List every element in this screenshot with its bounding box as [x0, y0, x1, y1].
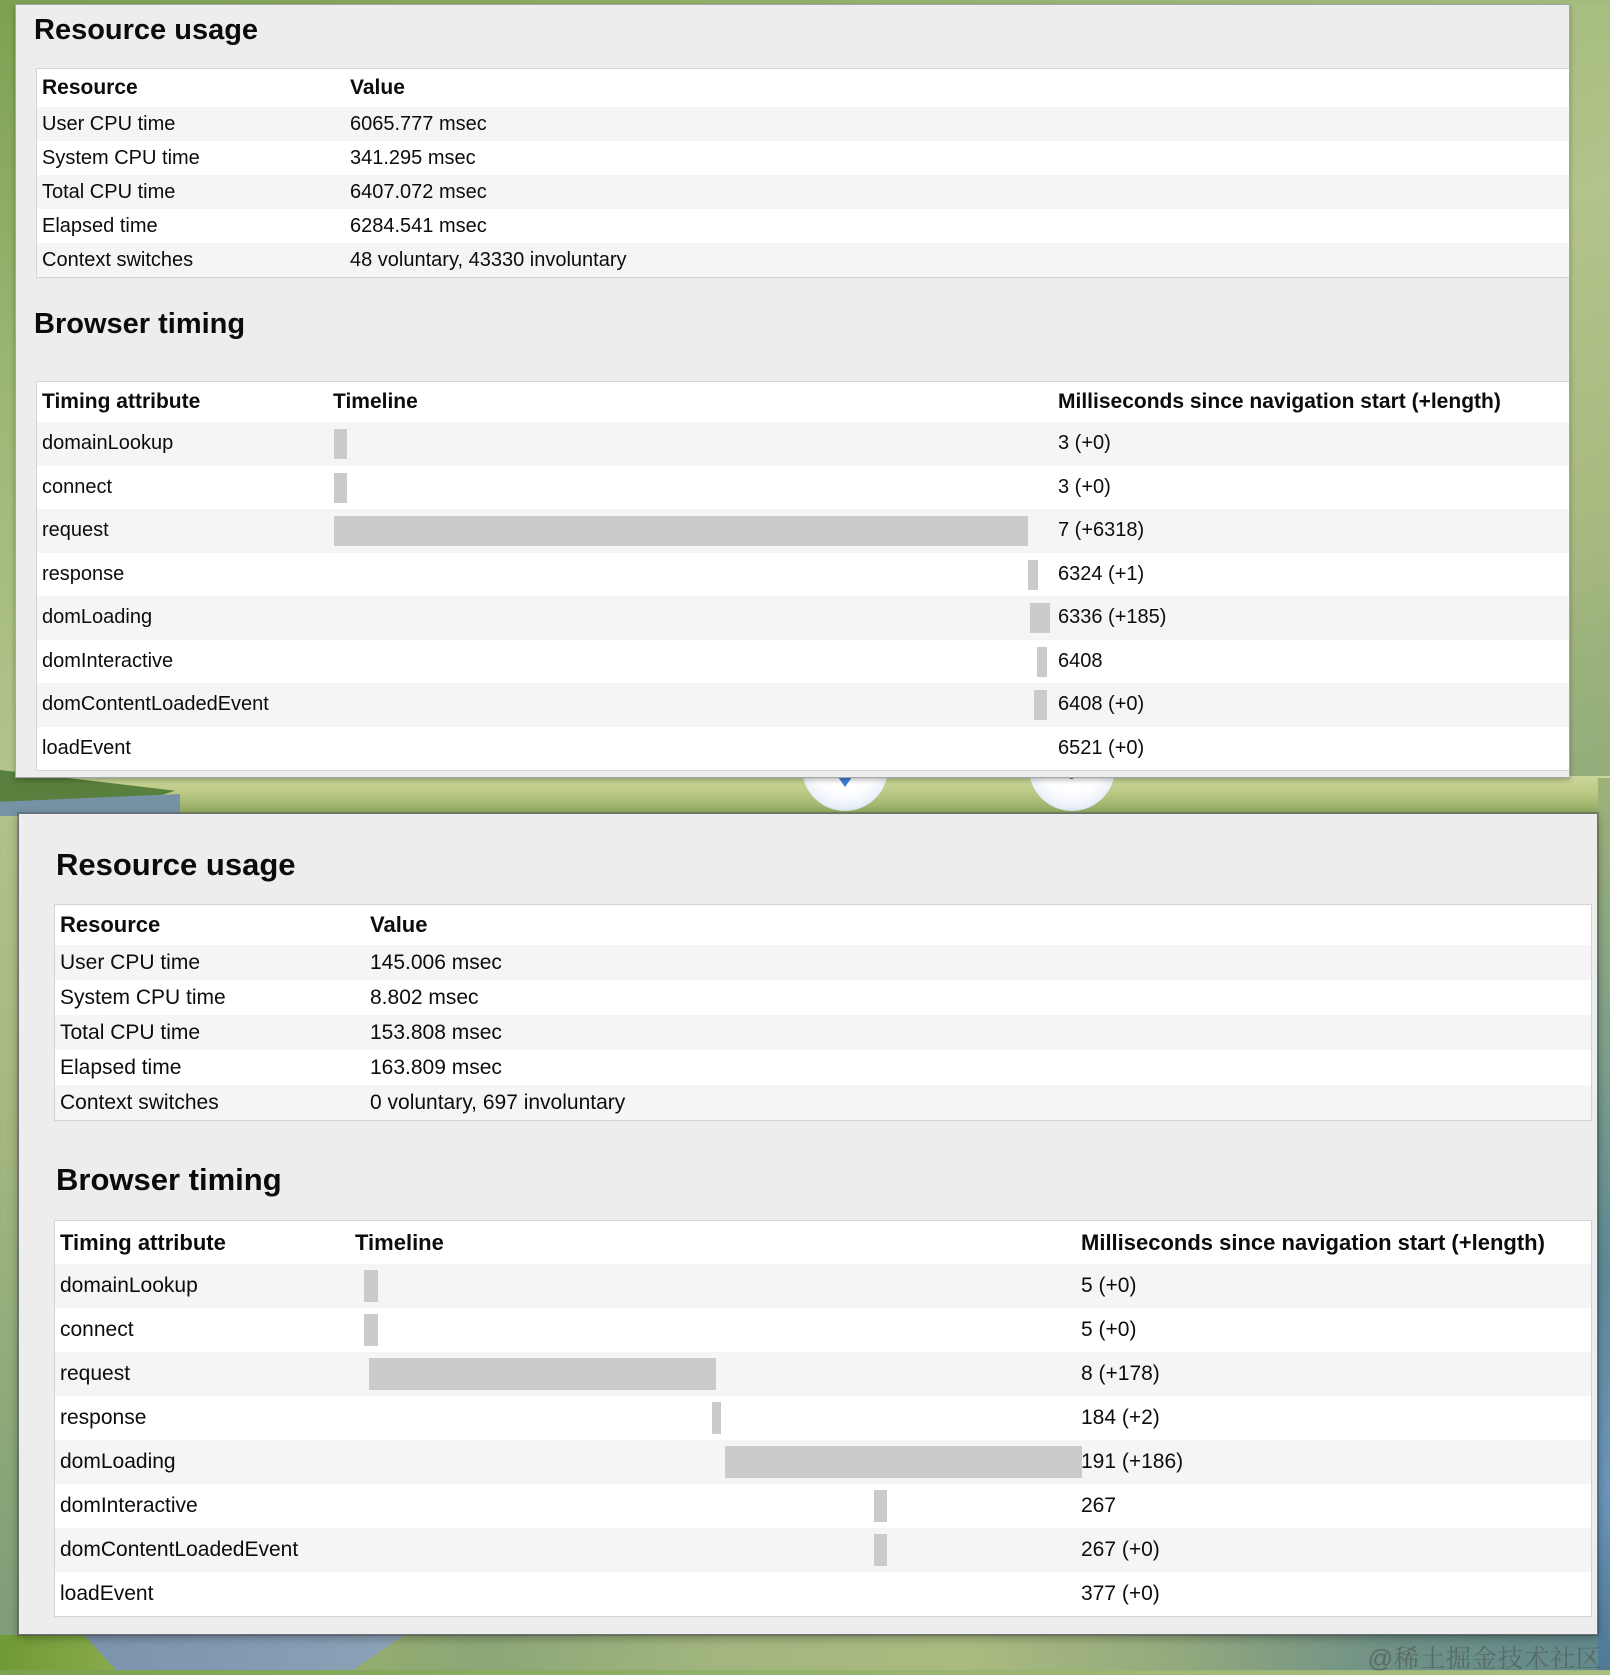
column-header-value: Value: [350, 76, 405, 99]
table-row: [37, 175, 1570, 209]
desktop-wallpaper-edge: [1598, 778, 1610, 1670]
timing-value: 6521 (+0): [1058, 736, 1145, 759]
table-row: [55, 1050, 1591, 1085]
timing-value: 184 (+2): [1081, 1406, 1160, 1429]
wallpaper-facet: [84, 1635, 404, 1670]
resource-label: Elapsed time: [60, 1056, 182, 1079]
resource-value: 6284.541 msec: [350, 215, 487, 237]
browser-timing-table: [54, 1220, 1592, 1617]
timing-row: [55, 1528, 1591, 1572]
timing-label: connect: [60, 1318, 134, 1341]
timeline-bar: [334, 516, 1028, 546]
timing-label: domainLookup: [60, 1274, 198, 1297]
table-row: [37, 209, 1570, 243]
timing-value: 8 (+178): [1081, 1362, 1160, 1385]
column-header-timing-attribute: Timing attribute: [60, 1230, 226, 1255]
resource-value: 6065.777 msec: [350, 113, 487, 135]
timing-label: domLoading: [60, 1450, 176, 1473]
browser-window-bottom: [18, 813, 1598, 1635]
timing-label: connect: [42, 475, 113, 498]
timeline-bar: [1034, 690, 1047, 720]
timeline-bar: [874, 1490, 887, 1522]
timing-label: domContentLoadedEvent: [42, 693, 269, 715]
column-header-resource: Resource: [60, 912, 161, 937]
section-title: Browser timing: [34, 308, 246, 340]
resource-value: 163.809 msec: [370, 1056, 502, 1079]
resource-value: 145.006 msec: [370, 951, 502, 974]
timeline-bar: [712, 1402, 721, 1434]
resource-value: 8.802 msec: [370, 986, 479, 1009]
timing-row: [37, 509, 1570, 553]
timing-row: [37, 553, 1570, 597]
timeline-bar: [364, 1314, 378, 1346]
timing-label: domInteractive: [42, 649, 174, 672]
resource-label: Total CPU time: [60, 1021, 201, 1044]
timing-row: [55, 1484, 1591, 1528]
resource-value: 341.295 msec: [350, 147, 476, 169]
timeline-bar: [725, 1446, 1082, 1478]
resource-usage-table: [54, 904, 1592, 1121]
column-header-timing-attribute: Timing attribute: [42, 390, 201, 413]
timing-value: 7 (+6318): [1058, 519, 1145, 541]
column-header-value: Value: [370, 912, 428, 937]
resource-label: System CPU time: [42, 147, 200, 169]
resource-label: Context switches: [60, 1091, 219, 1114]
resource-value: 153.808 msec: [370, 1021, 502, 1044]
resource-label: System CPU time: [60, 986, 226, 1009]
timing-row: [55, 1396, 1591, 1440]
timing-label: domLoading: [42, 606, 153, 628]
resource-value: 6407.072 msec: [350, 181, 487, 203]
timing-row: [37, 466, 1570, 510]
timing-row: [55, 1572, 1591, 1616]
timeline-bar: [874, 1534, 887, 1566]
resource-label: Total CPU time: [42, 181, 176, 203]
timing-row: [37, 727, 1570, 771]
table-row: [55, 1085, 1591, 1120]
timing-label: domainLookup: [42, 432, 174, 454]
browser-timing-table: [36, 381, 1570, 771]
timing-label: domInteractive: [60, 1494, 198, 1517]
timeline-bar: [334, 429, 347, 459]
timing-row: [37, 683, 1570, 727]
column-header-timeline: Timeline: [333, 390, 418, 413]
resource-label: User CPU time: [42, 113, 176, 135]
timing-label: response: [60, 1406, 147, 1429]
resource-label: Elapsed time: [42, 215, 158, 237]
timing-value: 267: [1081, 1494, 1117, 1517]
timing-value: 6408 (+0): [1058, 693, 1145, 715]
section-title: Browser timing: [56, 1162, 282, 1197]
timing-label: request: [60, 1362, 131, 1385]
timing-label: request: [42, 519, 109, 541]
table-header-row: [55, 1221, 1591, 1264]
browser-window-top: [15, 4, 1570, 778]
column-header-timeline: Timeline: [355, 1230, 444, 1255]
timing-value: 6336 (+185): [1058, 606, 1167, 628]
resource-label: User CPU time: [60, 951, 201, 974]
chevron-down-icon: [838, 777, 852, 787]
resource-value: 0 voluntary, 697 involuntary: [370, 1091, 626, 1114]
timing-row: [37, 640, 1570, 684]
timing-value: 6408: [1058, 649, 1103, 672]
timing-row: [55, 1440, 1591, 1484]
timing-value: 3 (+0): [1058, 432, 1111, 454]
timing-row: [55, 1308, 1591, 1352]
timing-label: loadEvent: [42, 736, 131, 759]
timeline-bar: [334, 473, 347, 503]
timeline-bar: [1028, 560, 1038, 590]
resource-usage-table: [36, 68, 1570, 278]
table-row: [55, 945, 1591, 980]
timing-row: [55, 1352, 1591, 1396]
table-row: [55, 980, 1591, 1015]
table-row: [37, 107, 1570, 141]
table-header-row: [55, 905, 1591, 945]
timing-label: response: [42, 562, 125, 585]
timeline-bar: [1030, 603, 1050, 633]
page-title: Resource usage: [34, 14, 259, 46]
timing-row: [55, 1264, 1591, 1308]
column-header-milliseconds: Milliseconds since navigation start (+length): [1058, 390, 1501, 413]
timing-value: 377 (+0): [1081, 1582, 1160, 1605]
timing-label: domContentLoadedEvent: [60, 1538, 299, 1561]
timing-value: 3 (+0): [1058, 475, 1111, 498]
table-row: [37, 243, 1570, 277]
timeline-bar: [364, 1270, 378, 1302]
resource-value: 48 voluntary, 43330 involuntary: [350, 249, 627, 271]
resource-label: Context switches: [42, 249, 194, 271]
timing-value: 5 (+0): [1081, 1318, 1137, 1341]
column-header-resource: Resource: [42, 76, 138, 99]
timing-value: 191 (+186): [1081, 1450, 1184, 1473]
timeline-bar: [369, 1358, 716, 1390]
timing-label: loadEvent: [60, 1582, 154, 1605]
table-header-row: [37, 69, 1570, 107]
column-header-milliseconds: Milliseconds since navigation start (+length): [1081, 1230, 1545, 1255]
timing-row: [37, 596, 1570, 640]
timeline-bar: [1037, 647, 1047, 677]
timing-value: 6324 (+1): [1058, 562, 1145, 585]
table-row: [37, 141, 1570, 175]
timing-value: 5 (+0): [1081, 1274, 1137, 1297]
watermark: @稀土掘金技术社区: [1367, 1645, 1602, 1673]
page-title: Resource usage: [56, 847, 296, 882]
table-row: [55, 1015, 1591, 1050]
timing-row: [37, 422, 1570, 466]
timing-value: 267 (+0): [1081, 1538, 1160, 1561]
table-header-row: [37, 382, 1570, 422]
